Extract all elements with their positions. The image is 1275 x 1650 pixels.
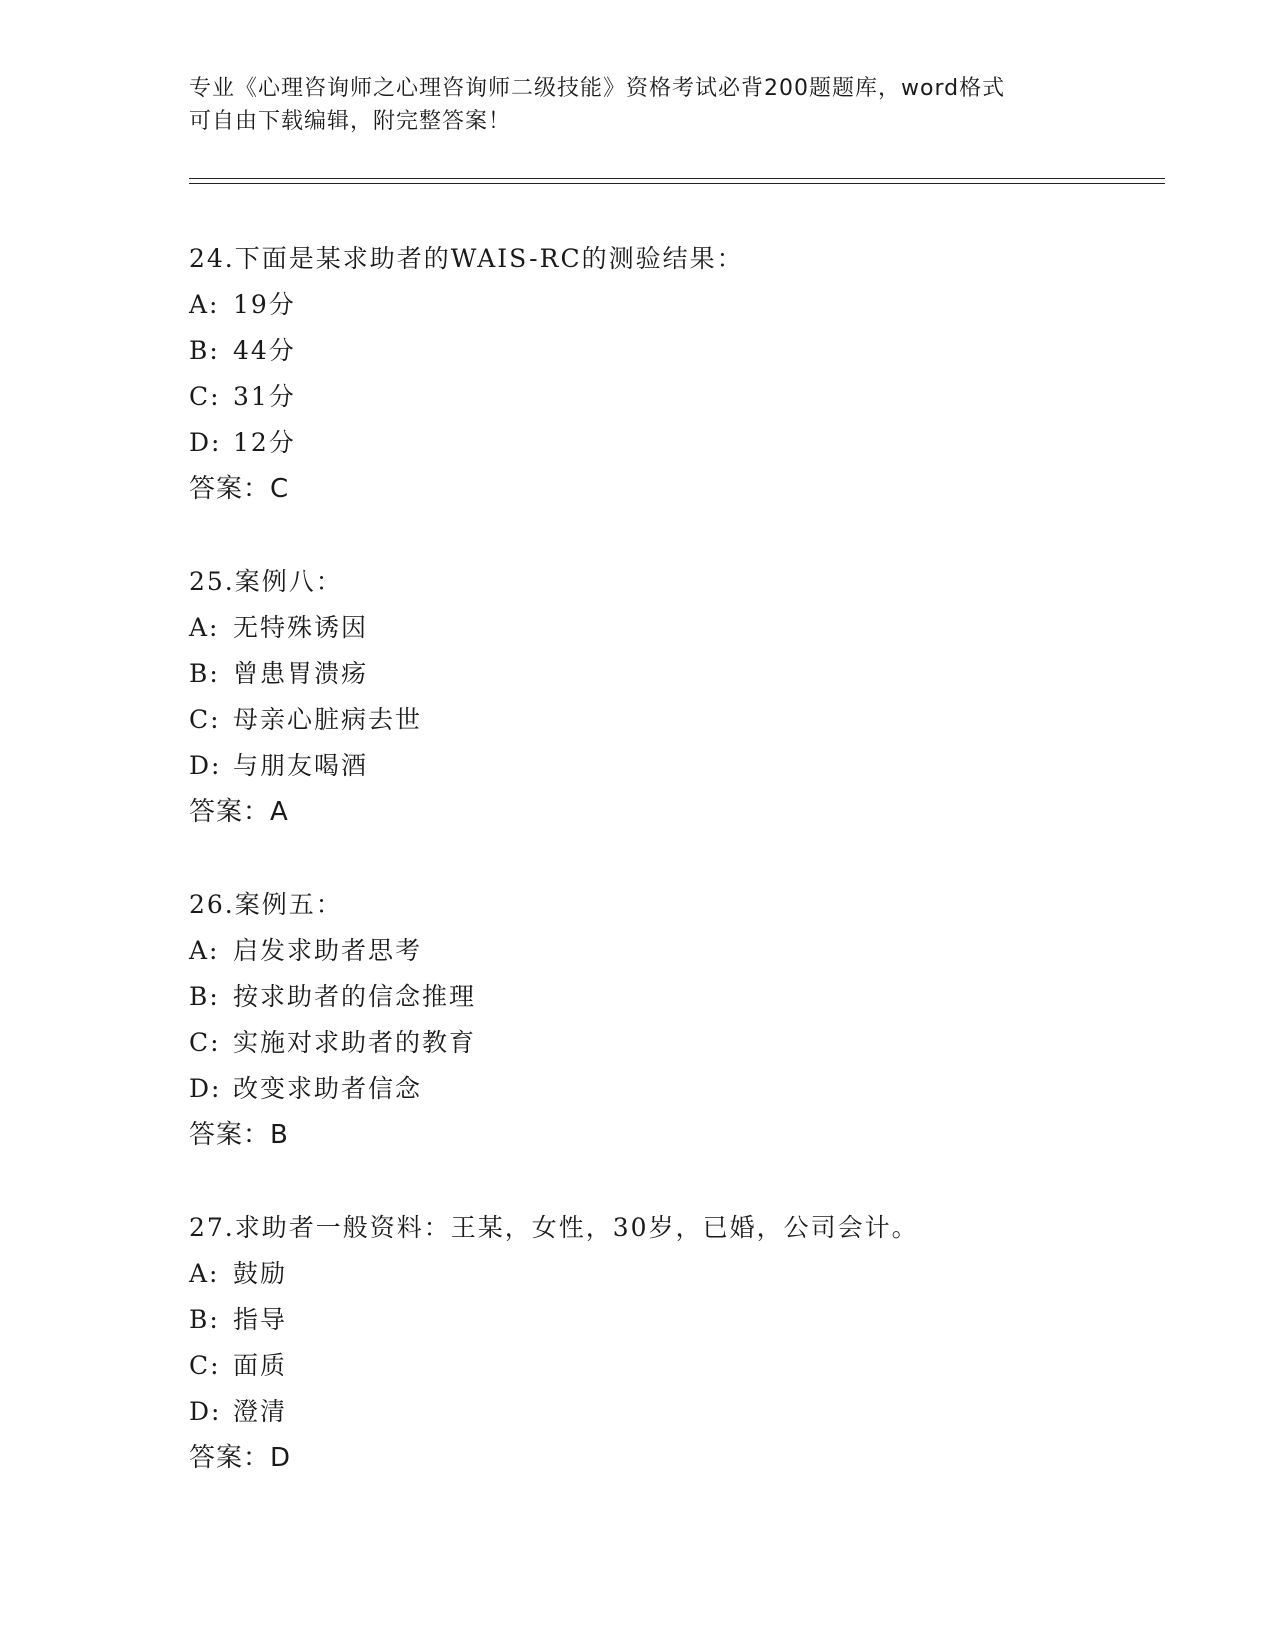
- option-b: [189, 328, 1169, 374]
- option-c: [189, 697, 1169, 743]
- question-stem: 27.求助者一般资料：王某，女性，30岁，已婚，公司会计。: [189, 1213, 919, 1242]
- option-a: [189, 928, 1169, 974]
- option-text: 无特殊诱因: [233, 613, 369, 642]
- option-text: 31分: [233, 382, 296, 411]
- option-d: [189, 1389, 1169, 1435]
- document-header: [189, 72, 1089, 138]
- question-item: [189, 882, 1169, 1158]
- option-text: 按求助者的信念推理: [233, 982, 477, 1011]
- option-d: [189, 420, 1169, 466]
- answer-line: 答案：D: [189, 1443, 292, 1473]
- option-key: C:: [189, 382, 221, 411]
- option-text: 44分: [233, 336, 296, 365]
- option-text: 改变求助者信念: [233, 1074, 423, 1103]
- option-text: 指导: [233, 1305, 288, 1334]
- option-c: [189, 374, 1169, 420]
- header-line-2: 可自由下载编辑，附完整答案！: [189, 109, 512, 134]
- option-key: D:: [189, 1074, 222, 1103]
- option-a: [189, 605, 1169, 651]
- option-key: C:: [189, 1351, 221, 1380]
- answer-line: 答案：C: [189, 474, 290, 504]
- option-text: 实施对求助者的教育: [233, 1028, 477, 1057]
- option-text: 面质: [233, 1351, 288, 1380]
- option-text: 与朋友喝酒: [233, 751, 369, 780]
- header-divider-bottom: [189, 183, 1165, 184]
- answer-line: 答案：B: [189, 1120, 289, 1150]
- answer-line: 答案：A: [189, 797, 289, 827]
- option-text: 12分: [233, 428, 296, 457]
- question-item: [189, 236, 1169, 512]
- option-key: C:: [189, 705, 221, 734]
- option-key: A:: [189, 290, 220, 319]
- option-key: A:: [189, 936, 220, 965]
- option-text: 澄清: [233, 1397, 288, 1426]
- option-key: B:: [189, 336, 220, 365]
- question-list: [189, 236, 1169, 1528]
- header-line-1: 专业《心理咨询师之心理咨询师二级技能》资格考试必背200题题库，word格式: [189, 76, 1006, 101]
- option-a: [189, 282, 1169, 328]
- option-key: B:: [189, 1305, 220, 1334]
- question-stem: 24.下面是某求助者的WAIS-RC的测验结果：: [189, 244, 744, 273]
- option-a: [189, 1251, 1169, 1297]
- question-item: [189, 559, 1169, 835]
- question-stem: 26.案例五：: [189, 890, 343, 919]
- question-stem: 25.案例八：: [189, 567, 343, 596]
- option-d: [189, 743, 1169, 789]
- option-key: D:: [189, 428, 222, 457]
- option-b: [189, 974, 1169, 1020]
- option-text: 19分: [233, 290, 296, 319]
- option-b: [189, 1297, 1169, 1343]
- option-key: C:: [189, 1028, 221, 1057]
- option-key: A:: [189, 613, 220, 642]
- option-text: 曾患胃溃疡: [233, 659, 369, 688]
- option-c: [189, 1020, 1169, 1066]
- option-key: D:: [189, 1397, 222, 1426]
- option-text: 启发求助者思考: [233, 936, 423, 965]
- option-text: 母亲心脏病去世: [233, 705, 423, 734]
- option-text: 鼓励: [233, 1259, 288, 1288]
- option-b: [189, 651, 1169, 697]
- header-divider-top: [189, 178, 1165, 179]
- option-key: B:: [189, 659, 220, 688]
- option-key: B:: [189, 982, 220, 1011]
- option-key: A:: [189, 1259, 220, 1288]
- option-d: [189, 1066, 1169, 1112]
- option-key: D:: [189, 751, 222, 780]
- option-c: [189, 1343, 1169, 1389]
- question-item: [189, 1205, 1169, 1481]
